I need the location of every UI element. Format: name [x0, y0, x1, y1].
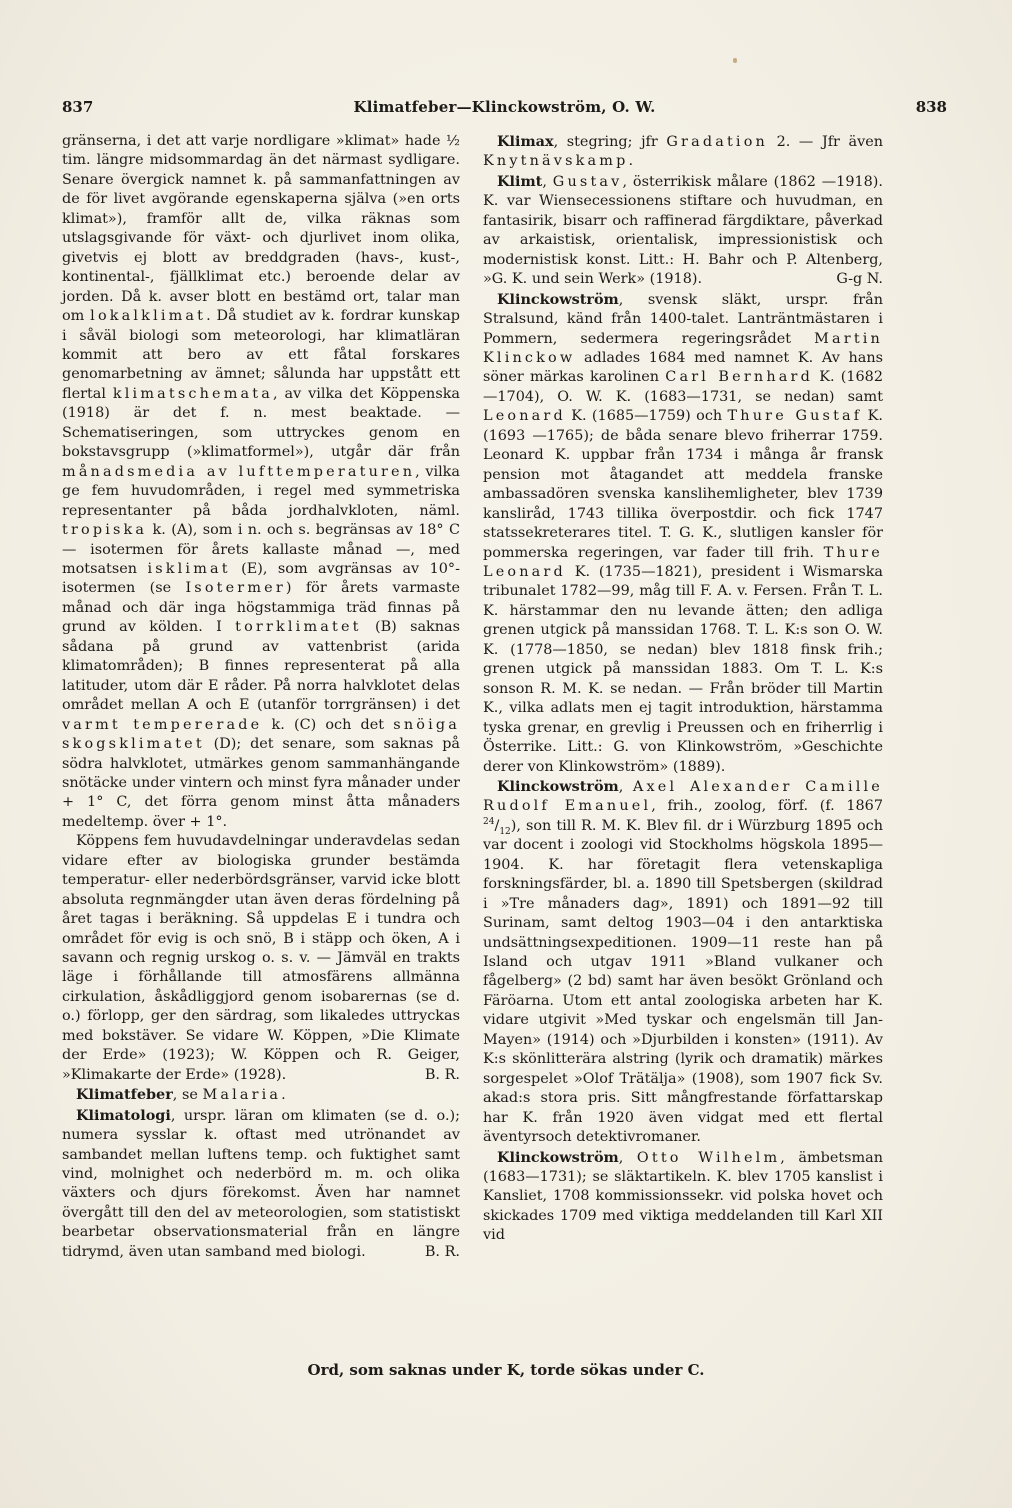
headword: Klimatologi	[76, 1106, 171, 1124]
entry-klimatfeber: Klimatfeber, se Malaria.	[76, 1086, 286, 1104]
headword: Klimatfeber	[76, 1086, 173, 1104]
entry-klimatologi: Klimatologi, urspr. läran om klimaten (se d. o.); numera sysslar k. oftast med utrönandet av sambandet mellan luftens temp. och fuktighet samt vind, molnighet och nederbörd m. m. och olika växters och djurs förekomst. Även har namnet övergått till den del av meteorologien, som statistiskt bearbetar observationsmaterial från en längre tidrymd, även utan samband med biologi. B. R.	[62, 1106, 460, 1263]
koppen-paragraph: Köppens fem huvudavdelningar underavdelas sedan vidare efter av biologiska grunder bestämda temperatur- eller nederbördsgränser, varvid icke blott absoluta regnmängder utan även deras fördelning på året tagas i beräkning. Så uppdelas E i tundra och området för evig is och snö, B i stäpp och öken, A i savann och regnig urskog o. s. v. — Jämväl en trakts läge i förhållande till atmosfärens allmänna cirkulation, åskådliggjord genom isobarernas (se d. o.) förlopp, ger den särdrag, som likaledes uttryckas med bokstäver. Se vidare W. Köppen, »Die Klimate der Erde» (1923); W. Köppen och R. Geiger, »Klimakarte der Erde» (1928). B. R.	[62, 832, 460, 1085]
footer-note: Ord, som saknas under K, torde sökas under C.	[307, 1361, 705, 1379]
page-number-right: 838	[915, 98, 947, 116]
author-signature: B. R.	[424, 1243, 460, 1260]
klimat-continuation: gränserna, i det att varje nordligare »klimat» hade ½ tim. längre midsommardag än det närmast sydligare. Senare övergick namnet k. på sammanfattningen av de för livet avgörande egenskaperna själva (»en orts klimat»), framför allt de, vilka räknas som utslagsgivande för växt- och djurlivet inom olika, givetvis ej blott av breddgraden (havs-, kust-, kontinental-, fjällklimat etc.) beroende delar av jorden. Då k. avser blott en bestämd ort, talar man om lokalklimat. Då studiet av k. fordrar kunskap i såväl biologi som meteorologi, har klimatläran kommit att bero av ett fåtal forskares genomarbetning av ämnet; sålunda har uppstått ett flertal klimatschemata, av vilka det Köppenska (1918) är det f. n. mest beaktade. — Schematiseringen, som uttryckes genom en bokstavsgrupp (»klimatformel»), utgår där från månadsmedia av lufttemperaturen, vilka ge fem huvudområden, i regel med symmetriska representanter på båda jordhalvkloten, näml. tropiska k. (A), som i n. och s. begränsas av 18° C — isotermen för årets kallaste månad —, med motsatsen isklimat (E), som avgränsas av 10°-isotermen (se Isotermer) för årets varmaste månad och där inga högstammiga träd finnas på grund av kölden. I torrklimatet (B) saknas sådana på grund av vattenbrist (arida klimatområden); B finnes representerat på alla latituder, utom där E råder. På norra halvklotet delas området mellan A och E (utanför torrgränsen) i det varmt tempererade k. (C) och det snöiga skogsklimatet (D); det senare, som saknas på södra halvklotet, utmärkes genom sammanhängande snötäcke under vintern och minst fyra månader under + 1° C, det förra genom minst åtta månaders medeltemp. över + 1°.	[62, 133, 461, 830]
running-title: Klimatfeber—Klinckowström, O. W.	[353, 98, 656, 116]
entry-klinckowstrom-axel: Klinckowström, Axel Alexander Camille Rudolf Emanuel, frih., zoolog, förf. (f. 1867 $^{24}/_{12}$), son till R. M. K. Blev fil. dr i Würzburg 1895 och var docent i zoologi vid Stockholms högskola 1895—1904. K. har företagit flera vetenskapliga forskningsfärder, bl. a. 1890 till Spetsbergen (skildrad i »Tre månaders dag», 1891) och 1891—92 till Surinam, samt deltog 1903—04 i den antarktiska undsättningsexpeditionen. 1909—11 reste han på Island och utgav 1911 »Bland vulkaner och fågelberg» (2 bd) samt har även besökt Grönland och Färöarna. Utom ett antal zoologiska arbeten har K. vidare utgivit »Med tyskar och engelsmän till Jan-Mayen» (1914) och »Djurbilden i konsten» (1911). Av K:s skönlitterära alstring (lyrik och dramatik) märkes sorgespelet »Olof Trätälja» (1908), som 1907 fick Sv. akad:s stora pris. Sitt mångfrestande författarskap har K. från 1920 även vidgat med ett flertal äventyrsoch detektivromaner.	[483, 777, 883, 1146]
page-header	[62, 98, 947, 124]
headword: Klimt	[497, 172, 543, 190]
author-signature: B. R.	[424, 1066, 460, 1083]
entry-klimax: Klimax, stegring; jfr Gradation 2. — Jfr även Knytnävskamp.	[483, 133, 884, 170]
right-column	[483, 132, 883, 1246]
entry-klimt: Klimt, Gustav, österrikisk målare (1862 —1918). K. var Wiensecessionens stiftare och huvudman, en fantasirik, bisarr och raffinerad färgdiktare, påverkad av arkaistisk, orientalisk, impressionistisk och modernistisk konst. Litt.: H. Bahr och P. Altenberg, »G. K. und sein Werk» (1918). G-g N.	[483, 172, 883, 290]
author-signature: G-g N.	[836, 271, 883, 288]
page-number-left: 837	[62, 98, 94, 116]
headword: Klinckowström	[497, 1148, 619, 1166]
headword: Klinckowström	[497, 777, 619, 795]
entry-klinckowstrom-family: Klinckowström, svensk släkt, urspr. från Stralsund, känd från 1400-talet. Lanträntmästaren i Pommern, sedermera regeringsrådet Martin Klinckow adlades 1684 med namnet K. Av hans söner märkas karolinen Carl Bernhard K. (1682—1704), O. W. K. (1683—1731, se nedan) samt Leonard K. (1685—1759) och Thure Gustaf K. (1693 —1765); de båda senare blevo friherrar 1759. Leonard K. uppbar från 1734 i många år fransk pension mot åtagandet att meddela franske ambassadören svenska kanslihemligheter, blev 1739 kansliråd, 1743 tillika överpostdir. och fick 1747 statssekreterares titel. T. G. K., slutligen kansler för pommerska regeringen, var fader till frih. Thure Leonard K. (1735—1821), president i Wismarska tribunalet 1782—99, måg till F. A. v. Fersen. Från T. L. K. härstammar den nu levande ätten; den adliga grenen utgick på manssidan 1768. T. L. K:s son O. W. K. (1778—1850, se nedan) blev 1818 finsk frih.; grenen utgick på manssidan 1883. Om T. L. K:s sonson R. M. K. se nedan. — Från bröder till Martin K., vilka adlats men ej tagit introduktion, härstamma tyska grenar, en grevlig i Preussen och en friherrlig i Österrike. Litt.: G. von Klinkowström, »Geschichte derer von Klinkowström» (1889).	[483, 290, 884, 775]
headword: Klinckowström	[497, 290, 619, 308]
headword: Klimax	[497, 133, 554, 150]
left-column	[62, 132, 460, 1262]
paper-speck	[733, 58, 737, 63]
entry-klinckowstrom-otto: Klinckowström, Otto Wilhelm, ämbetsman (1683—1731); se släktartikeln. K. blev 1705 kanslist i Kansliet, 1708 kommissionssekr. vid polska hovet och skickades 1709 med viktiga meddelanden till Karl XII vid	[483, 1148, 883, 1244]
